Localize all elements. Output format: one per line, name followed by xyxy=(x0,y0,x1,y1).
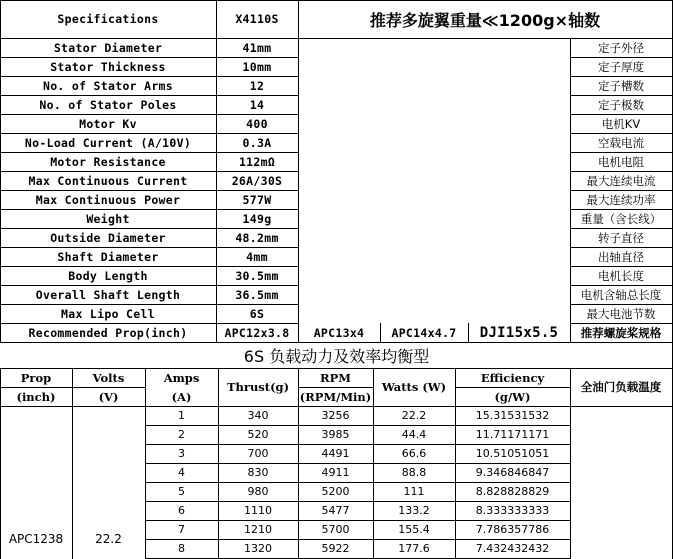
cell-thrust: 520 xyxy=(247,428,269,441)
recommended-prop: APC12x3.8 xyxy=(224,325,290,340)
spec-name-cn: 转子直径 xyxy=(598,230,644,245)
spec-name-cn: 电机KV xyxy=(601,116,641,131)
grid-line xyxy=(570,133,673,134)
grid-line xyxy=(570,190,673,191)
cell-efficiency: 10.51051051 xyxy=(475,447,550,460)
load-table-title: 6S 负载动力及效率均衡型 xyxy=(243,346,430,366)
spec-value: 41mm xyxy=(242,40,272,55)
spec-name: Outside Diameter xyxy=(50,230,166,245)
recommended-prop: DJI15x5.5 xyxy=(479,324,559,341)
grid-line xyxy=(570,171,673,172)
spec-name-cn: 最大连续功率 xyxy=(586,192,656,207)
cell-watts: 111 xyxy=(403,485,425,498)
spec-name: Stator Diameter xyxy=(53,40,163,55)
spec-value: 0.3A xyxy=(242,135,272,150)
grid-line xyxy=(216,0,217,342)
spec-value: 12 xyxy=(249,78,265,93)
spec-name: No-Load Current (A/10V) xyxy=(24,135,192,150)
column-header-thrust: Thrust(g) xyxy=(226,380,290,394)
cell-watts: 155.4 xyxy=(398,523,430,536)
recommended-prop: APC14x4.7 xyxy=(391,325,457,340)
grid-line xyxy=(0,209,298,210)
cell-amps: 1 xyxy=(178,409,185,422)
cell-rpm: 4911 xyxy=(321,466,350,479)
spec-name-cn: 空载电流 xyxy=(598,135,644,150)
recommended-prop-label: Recommended Prop(inch) xyxy=(28,325,188,340)
recommended-prop-cn: 推荐螺旋桨规格 xyxy=(580,325,662,340)
spec-name: Body Length xyxy=(68,268,148,283)
grid-line xyxy=(0,38,673,39)
cell-amps: 3 xyxy=(178,447,185,460)
column-header-watts: Watts (W) xyxy=(381,380,447,394)
grid-line xyxy=(0,304,298,305)
cell-thrust: 700 xyxy=(247,447,269,460)
spec-value: 48.2mm xyxy=(235,230,279,245)
grid-line xyxy=(468,323,469,342)
grid-line xyxy=(0,76,298,77)
spec-value: 4mm xyxy=(246,249,268,264)
spec-header-model: X4110S xyxy=(235,12,279,26)
column-unit-amps: (A) xyxy=(171,389,192,404)
spec-value: 14 xyxy=(249,97,265,112)
spec-name-cn: 定子外径 xyxy=(598,40,644,55)
spec-value: 36.5mm xyxy=(235,287,279,302)
spec-name-cn: 电机电阻 xyxy=(598,154,644,169)
grid-line xyxy=(0,266,298,267)
cell-amps: 4 xyxy=(178,466,185,479)
cell-thrust: 830 xyxy=(247,466,269,479)
cell-amps: 8 xyxy=(178,542,185,555)
cell-watts: 133.2 xyxy=(398,504,430,517)
column-header-eff: Efficiency xyxy=(480,370,545,385)
spec-name: Weight xyxy=(86,211,130,226)
spec-name: Stator Thickness xyxy=(50,59,166,74)
grid-line xyxy=(0,133,298,134)
spec-name: Motor Resistance xyxy=(50,154,166,169)
grid-line xyxy=(0,95,298,96)
grid-line xyxy=(570,95,673,96)
grid-line xyxy=(570,285,673,286)
grid-line xyxy=(570,228,673,229)
spec-value: 400 xyxy=(246,116,268,131)
cell-watts: 66.6 xyxy=(401,447,427,460)
grid-line xyxy=(0,247,298,248)
cell-thrust: 340 xyxy=(247,409,269,422)
spec-name-cn: 电机长度 xyxy=(598,268,644,283)
spec-value: 10mm xyxy=(242,59,272,74)
column-header-prop: Prop xyxy=(20,370,52,385)
grid-line xyxy=(380,323,381,342)
grid-line xyxy=(455,387,570,388)
column-header-temp: 全油门负载温度 xyxy=(580,380,662,394)
cell-watts: 22.2 xyxy=(401,409,427,422)
cell-rpm: 5200 xyxy=(321,485,350,498)
cell-rpm: 4491 xyxy=(321,447,350,460)
grid-line xyxy=(570,368,571,559)
spec-value: 149g xyxy=(242,211,272,226)
grid-line xyxy=(0,387,146,388)
spec-name: No. of Stator Poles xyxy=(39,97,177,112)
cell-amps: 6 xyxy=(178,504,185,517)
spec-value: 6S xyxy=(249,306,265,321)
cell-thrust: 1110 xyxy=(244,504,272,517)
grid-line xyxy=(570,247,673,248)
spec-name-cn: 定子极数 xyxy=(598,97,644,112)
grid-line xyxy=(0,228,298,229)
cell-rpm: 5922 xyxy=(321,542,350,555)
column-unit-eff: (g/W) xyxy=(494,389,531,404)
grid-line xyxy=(0,152,298,153)
spec-value: 577W xyxy=(242,192,272,207)
grid-line xyxy=(570,152,673,153)
cell-rpm: 3985 xyxy=(321,428,350,441)
cell-efficiency: 7.432432432 xyxy=(475,542,550,555)
grid-line xyxy=(298,387,373,388)
grid-line xyxy=(570,304,673,305)
cell-watts: 88.8 xyxy=(401,466,427,479)
cell-amps: 5 xyxy=(178,485,185,498)
grid-line xyxy=(0,114,298,115)
cell-amps: 2 xyxy=(178,428,185,441)
spec-name: Overall Shaft Length xyxy=(35,287,181,302)
cell-rpm: 5477 xyxy=(321,504,350,517)
spec-name-cn: 定子厚度 xyxy=(598,59,644,74)
spec-name: Max Continuous Power xyxy=(35,192,181,207)
cell-thrust: 1320 xyxy=(244,542,272,555)
spec-value: 112mΩ xyxy=(238,154,276,169)
spec-name: No. of Stator Arms xyxy=(42,78,174,93)
cell-watts: 177.6 xyxy=(398,542,430,555)
spec-header-recommend: 推荐多旋翼重量≪1200g×轴数 xyxy=(369,10,601,30)
group-volts: 22.2 xyxy=(95,531,122,546)
cell-thrust: 980 xyxy=(247,485,269,498)
column-header-amps: Amps xyxy=(163,370,200,385)
spec-name-cn: 最大连续电流 xyxy=(586,173,656,188)
grid-line xyxy=(0,190,298,191)
grid-line xyxy=(0,285,298,286)
grid-line xyxy=(570,266,673,267)
cell-thrust: 1210 xyxy=(244,523,272,536)
spec-value: 26A/30S xyxy=(231,173,283,188)
column-unit-prop: (inch) xyxy=(16,389,56,404)
cell-amps: 7 xyxy=(178,523,185,536)
spec-name: Motor Kv xyxy=(79,116,137,131)
spec-name-cn: 出轴直径 xyxy=(598,249,644,264)
spec-name-cn: 定子槽数 xyxy=(598,78,644,93)
grid-line xyxy=(570,38,571,342)
cell-watts: 44.4 xyxy=(401,428,427,441)
column-header-rpm: RPM xyxy=(320,370,351,385)
group-prop: APC1238 xyxy=(8,531,64,546)
recommended-prop: APC13x4 xyxy=(313,325,365,340)
grid-line xyxy=(570,209,673,210)
cell-efficiency: 8.333333333 xyxy=(475,504,550,517)
column-unit-rpm: (RPM/Min) xyxy=(299,389,372,404)
grid-line xyxy=(570,114,673,115)
spec-name: Shaft Diameter xyxy=(57,249,159,264)
spec-name: Max Lipo Cell xyxy=(61,306,155,321)
grid-line xyxy=(0,171,298,172)
cell-efficiency: 8.828828829 xyxy=(475,485,550,498)
cell-efficiency: 9.346846847 xyxy=(475,466,550,479)
grid-line xyxy=(298,0,299,342)
spec-name-cn: 重量（含长线） xyxy=(580,211,662,226)
column-unit-volts: (V) xyxy=(98,389,119,404)
spec-value: 30.5mm xyxy=(235,268,279,283)
cell-efficiency: 7.786357786 xyxy=(475,523,550,536)
spec-name-cn: 电机含轴总长度 xyxy=(580,287,662,302)
grid-line xyxy=(0,0,673,1)
grid-line xyxy=(0,57,298,58)
spec-header-label: Specifications xyxy=(57,12,159,26)
cell-rpm: 3256 xyxy=(321,409,350,422)
cell-efficiency: 11.71171171 xyxy=(475,428,550,441)
cell-efficiency: 15.31531532 xyxy=(475,409,550,422)
column-header-volts: Volts xyxy=(92,370,125,385)
grid-line xyxy=(570,57,673,58)
spec-name: Max Continuous Current xyxy=(28,173,188,188)
spec-name-cn: 最大电池节数 xyxy=(586,306,656,321)
grid-line xyxy=(0,323,298,324)
cell-rpm: 5700 xyxy=(321,523,350,536)
grid-line xyxy=(570,76,673,77)
grid-line xyxy=(0,0,1,342)
grid-line xyxy=(570,323,673,324)
